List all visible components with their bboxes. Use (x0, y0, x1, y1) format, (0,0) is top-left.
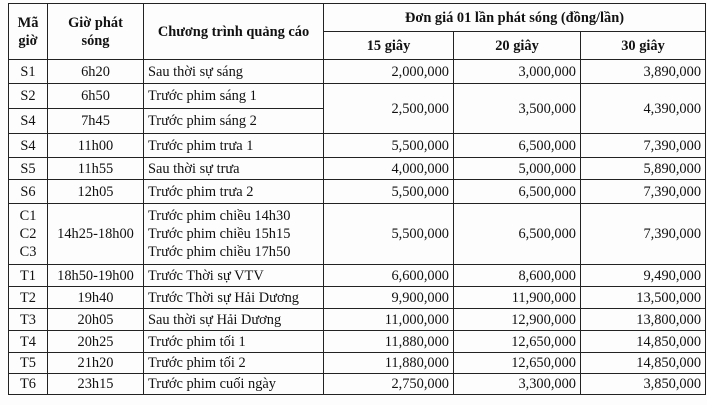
cell-price-15: 2,000,000 (324, 60, 454, 84)
cell-price-20: 12,900,000 (454, 309, 581, 331)
cell-program: Trước phim trưa 2 (144, 180, 324, 204)
cell-price-30: 7,390,000 (581, 204, 706, 265)
cell-code: S6 (9, 180, 48, 204)
cell-program: Trước Thời sự Hải Dương (144, 287, 324, 309)
cell-price-15: 9,900,000 (324, 287, 454, 309)
cell-time: 20h25 (48, 331, 144, 353)
cell-code: S1 (9, 60, 48, 84)
cell-program: Trước phim cuối ngày (144, 374, 324, 395)
cell-program: Trước phim chiều 15h15 (148, 226, 291, 242)
cell-price-30: 7,390,000 (581, 134, 706, 158)
cell-price-20: 6,500,000 (454, 134, 581, 158)
header-program: Chương trình quảng cáo (144, 4, 324, 60)
cell-price-30: 13,800,000 (581, 309, 706, 331)
table-row (9, 84, 706, 109)
cell-code: C2 (19, 226, 37, 242)
table-row (9, 180, 706, 204)
cell-program: Trước phim sáng 2 (144, 109, 324, 134)
table-row (9, 353, 706, 374)
cell-price-20: 11,900,000 (454, 287, 581, 309)
cell-program: Trước phim trưa 1 (144, 134, 324, 158)
cell-price-20: 5,000,000 (454, 158, 581, 180)
table-row (9, 331, 706, 353)
cell-price-20: 12,650,000 (454, 353, 581, 374)
cell-time: 19h40 (48, 287, 144, 309)
cell-code-group (9, 204, 48, 265)
cell-code: C3 (19, 244, 37, 260)
header-30s: 30 giây (581, 32, 706, 60)
cell-price-30: 5,890,000 (581, 158, 706, 180)
cell-price-20: 6,500,000 (454, 180, 581, 204)
header-15s: 15 giây (324, 32, 454, 60)
cell-price-15: 5,500,000 (324, 204, 454, 265)
cell-time: 20h05 (48, 309, 144, 331)
cell-price-15: 11,880,000 (324, 331, 454, 353)
table-row (9, 265, 706, 287)
cell-time: 23h15 (48, 374, 144, 395)
cell-price-15: 4,000,000 (324, 158, 454, 180)
cell-program: Trước phim tối 1 (144, 331, 324, 353)
header-time: Giờ phát sóng (48, 4, 144, 60)
cell-program: Trước Thời sự VTV (144, 265, 324, 287)
cell-time: 11h55 (48, 158, 144, 180)
cell-price-30: 7,390,000 (581, 180, 706, 204)
cell-time: 14h25-18h00 (48, 204, 144, 265)
table-row (9, 204, 706, 265)
cell-program: Sau thời sự Hải Dương (144, 309, 324, 331)
cell-price-15: 6,600,000 (324, 265, 454, 287)
cell-price-30: 3,850,000 (581, 374, 706, 395)
cell-code: T1 (9, 265, 48, 287)
cell-program: Trước phim chiều 14h30 (148, 208, 291, 224)
table-row (9, 309, 706, 331)
header-code: Mã giờ (9, 4, 48, 60)
cell-price-20: 12,650,000 (454, 331, 581, 353)
cell-program: Sau thời sự sáng (144, 60, 324, 84)
cell-price-30: 13,500,000 (581, 287, 706, 309)
cell-code: S2 (9, 84, 48, 109)
cell-time: 18h50-19h00 (48, 265, 144, 287)
cell-price-15: 11,880,000 (324, 353, 454, 374)
header-price-group: Đơn giá 01 lần phát sóng (đồng/lần) (324, 4, 706, 32)
cell-time: 11h00 (48, 134, 144, 158)
cell-price-30: 4,390,000 (581, 84, 706, 134)
cell-code: T2 (9, 287, 48, 309)
cell-program: Trước phim chiều 17h50 (148, 244, 291, 260)
cell-code: T5 (9, 353, 48, 374)
cell-time: 12h05 (48, 180, 144, 204)
cell-code: T6 (9, 374, 48, 395)
cell-program: Trước phim tối 2 (144, 353, 324, 374)
cell-price-15: 5,500,000 (324, 180, 454, 204)
cell-price-20: 3,300,000 (454, 374, 581, 395)
table-row (9, 158, 706, 180)
price-table (8, 3, 706, 395)
cell-time: 21h20 (48, 353, 144, 374)
cell-price-30: 14,850,000 (581, 331, 706, 353)
table-row (9, 287, 706, 309)
cell-price-30: 3,890,000 (581, 60, 706, 84)
cell-time: 7h45 (48, 109, 144, 134)
cell-price-30: 14,850,000 (581, 353, 706, 374)
cell-code: S4 (9, 109, 48, 134)
cell-program-group (144, 204, 324, 265)
cell-price-15: 2,750,000 (324, 374, 454, 395)
cell-price-15: 2,500,000 (324, 84, 454, 134)
cell-price-20: 6,500,000 (454, 204, 581, 265)
cell-time: 6h50 (48, 84, 144, 109)
table-row (9, 60, 706, 84)
table-row (9, 374, 706, 395)
cell-price-20: 3,000,000 (454, 60, 581, 84)
cell-time: 6h20 (48, 60, 144, 84)
cell-program: Sau thời sự trưa (144, 158, 324, 180)
cell-code: T3 (9, 309, 48, 331)
cell-code: C1 (19, 208, 37, 224)
cell-price-30: 9,490,000 (581, 265, 706, 287)
cell-code: S4 (9, 134, 48, 158)
cell-code: T4 (9, 331, 48, 353)
cell-price-20: 8,600,000 (454, 265, 581, 287)
header-20s: 20 giây (454, 32, 581, 60)
cell-code: S5 (9, 158, 48, 180)
cell-price-15: 5,500,000 (324, 134, 454, 158)
cell-price-15: 11,000,000 (324, 309, 454, 331)
table-row (9, 134, 706, 158)
cell-program: Trước phim sáng 1 (144, 84, 324, 109)
cell-price-20: 3,500,000 (454, 84, 581, 134)
